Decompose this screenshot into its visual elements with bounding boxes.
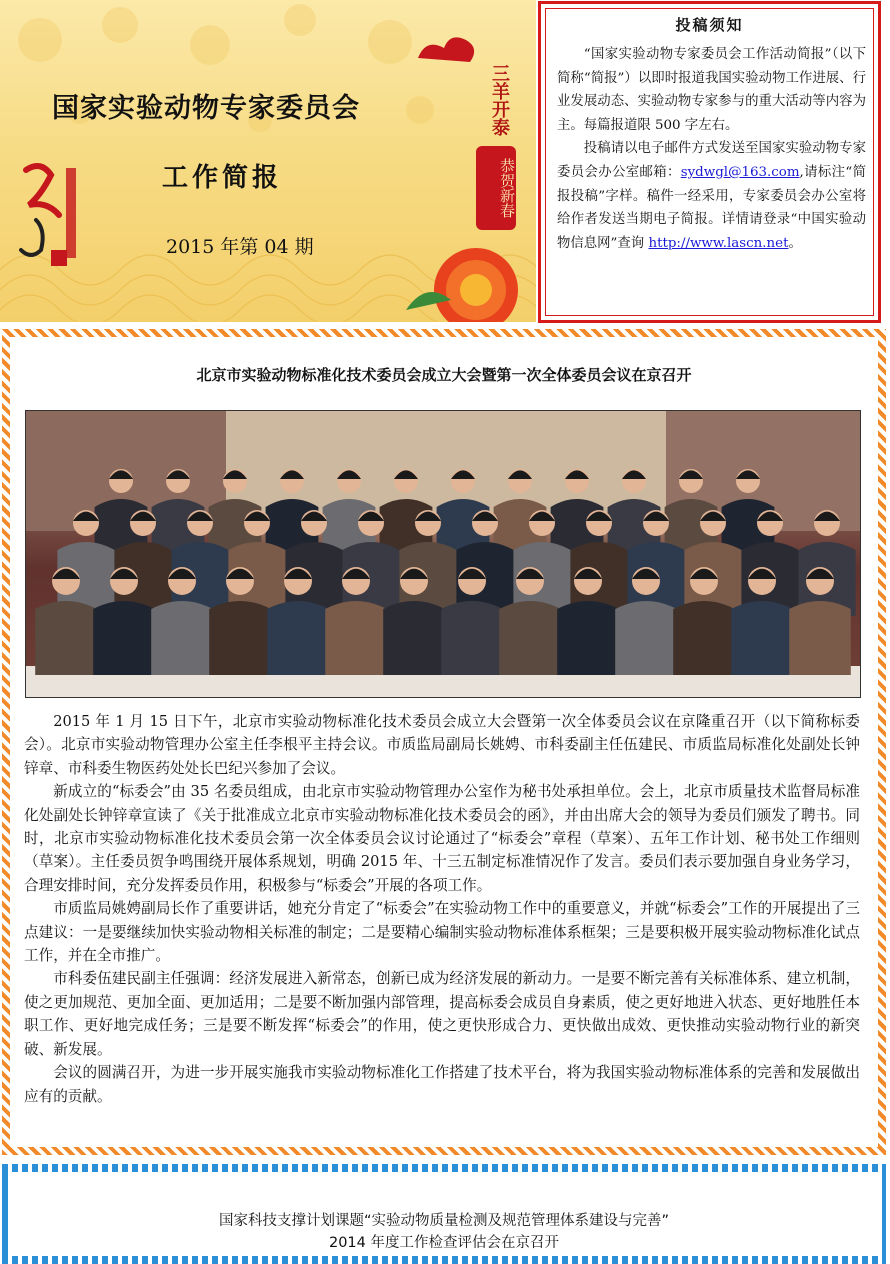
- newsletter-title: 国家实验动物专家委员会: [52, 93, 360, 124]
- notice-paragraph-1: “国家实验动物专家委员会工作活动简报”（以下简称“简报”）以即时报道我国实验动物工作进展、行业发展动态、实验动物专家参与的重大活动等内容为主。每篇报道限 500 字左右。: [557, 47, 866, 133]
- notice-paragraph-2: [557, 137, 866, 255]
- attendee-body: [35, 601, 97, 675]
- attendee-body: [383, 601, 445, 675]
- notice-title: 投稿须知: [675, 16, 744, 34]
- greeting-seal-text: 恭贺新春: [498, 158, 516, 218]
- second-article-content: [10, 1172, 878, 1256]
- newsletter-subtitle: 工作简报: [162, 163, 283, 193]
- attendee-body: [731, 601, 793, 675]
- article-body: [24, 710, 860, 1108]
- article-paragraph-3: 市质监局姚娉副局长作了重要讲话，她充分肯定了“标委会”在实验动物工作中的重要意义，并就“标委会”工作的开展提出了三点建议：一是要继续加快实验动物相关标准的制定；二是要精心编制实验动物标准体系框架；三是要积极开展实验动物标准化试点工作，并在全市推广。: [24, 900, 860, 965]
- attendee-body: [151, 601, 213, 675]
- attendee-body: [673, 601, 735, 675]
- attendee-body: [209, 601, 271, 675]
- notice-paragraph-2-start: 投稿请以电子邮件方式发送至国家实验动物专家委员会办公室邮箱：: [557, 141, 866, 180]
- submission-notice-box: [538, 1, 881, 323]
- attendee-body: [499, 601, 561, 675]
- auspicious-cloud-icon: [412, 28, 484, 74]
- email-link[interactable]: sydwgl@163.com: [680, 164, 800, 180]
- article-paragraph-5: 会议的圆满召开，为进一步开展实施我市实验动物标准化工作搭建了技术平台，将为我国实验动物标准体系的完善和发展做出应有的贡献。: [24, 1064, 860, 1105]
- website-link[interactable]: http://www.lascn.net: [648, 235, 789, 251]
- issue-number: 2015 年第 04 期: [166, 236, 314, 258]
- article-frame: [2, 329, 886, 1155]
- notice-body: [557, 43, 866, 255]
- goat-year-calligraphy-icon: [6, 150, 96, 280]
- article-paragraph-4: 市科委伍建民副主任强调：经济发展进入新常态，创新已成为经济发展的新动力。一是要不断完善有关标准体系、建立机制，使之更加规范、更加全面、更加适用；二是要不断加强内部管理，提高标委会成员自身素质，使之更好地进入状态、更好地胜任本职工作、更好地完成任务；三是要不断发挥“标委会”的作用，使之更快形成合力、更快做出成效、更快推动实验动物行业的新突破、新发展。: [24, 970, 860, 1058]
- notice-paragraph-2-end: 。: [788, 235, 802, 251]
- second-article-title-line-1: 国家科技支撑计划课题“实验动物质量检测及规范管理体系建设与完善”: [218, 1213, 670, 1229]
- article-paragraph-2: 新成立的“标委会”由 35 名委员组成，由北京市实验动物管理办公室作为秘书处承担单位。会上，北京市质量技术监督局标准化处副处长钟锌章宣读了《关于批准成立北京市实验动物标准化技术委员会的函》，并由出席大会的领导为委员们颁发了聘书。同时，北京市实验动物标准化技术委员会第一次全体委员会议讨论通过了“标委会”章程（草案）、五年工作计划、秘书处工作细则（草案）。主任委员贺争鸣围绕开展体系规划，明确 2015 年、十三五制定标准情况作了发言。委员们表示要加强自身业务学习，合理安排时间，充分发挥委员作用，积极参与“标委会”开展的各项工作。: [24, 783, 860, 894]
- attendee-body: [325, 601, 387, 675]
- group-photo-illustration: [26, 411, 860, 697]
- newsletter-banner: [0, 0, 536, 322]
- greeting-seal: [476, 146, 516, 230]
- second-article-frame: [2, 1164, 886, 1264]
- article-title: 北京市实验动物标准化技术委员会成立大会暨第一次全体委员会议在京召开: [196, 366, 692, 384]
- greeting-three-goats: 三羊开泰: [489, 64, 510, 136]
- attendee-body: [441, 601, 503, 675]
- article-paragraph-1: 2015 年 1 月 15 日下午，北京市实验动物标准化技术委员会成立大会暨第一次全体委员会议在京隆重召开（以下简称标委会）。北京市实验动物管理办公室主任李根平主持会议。市质监局副局长姚娉、市科委副主任伍建民、市质监局标准化处副处长钟锌章、市科委生物医药处处长巴纪兴参加了会议。: [24, 713, 860, 777]
- article-content: [10, 337, 878, 1147]
- peony-flower-icon: [396, 230, 536, 322]
- attendee-body: [267, 601, 329, 675]
- attendee-body: [557, 601, 619, 675]
- second-article-title-line-2: 2014 年度工作检查评估会在京召开: [328, 1235, 559, 1251]
- attendee-body: [615, 601, 677, 675]
- notice-paragraph-2-middle: ,请标注“简报投稿”字样。稿件一经采用，专家委员会办公室将给作者发送当期电子简报。详情请登录“中国实验动物信息网”查询: [557, 164, 867, 251]
- group-photo: [25, 410, 861, 698]
- attendee-body: [789, 601, 851, 675]
- attendee-body: [93, 601, 155, 675]
